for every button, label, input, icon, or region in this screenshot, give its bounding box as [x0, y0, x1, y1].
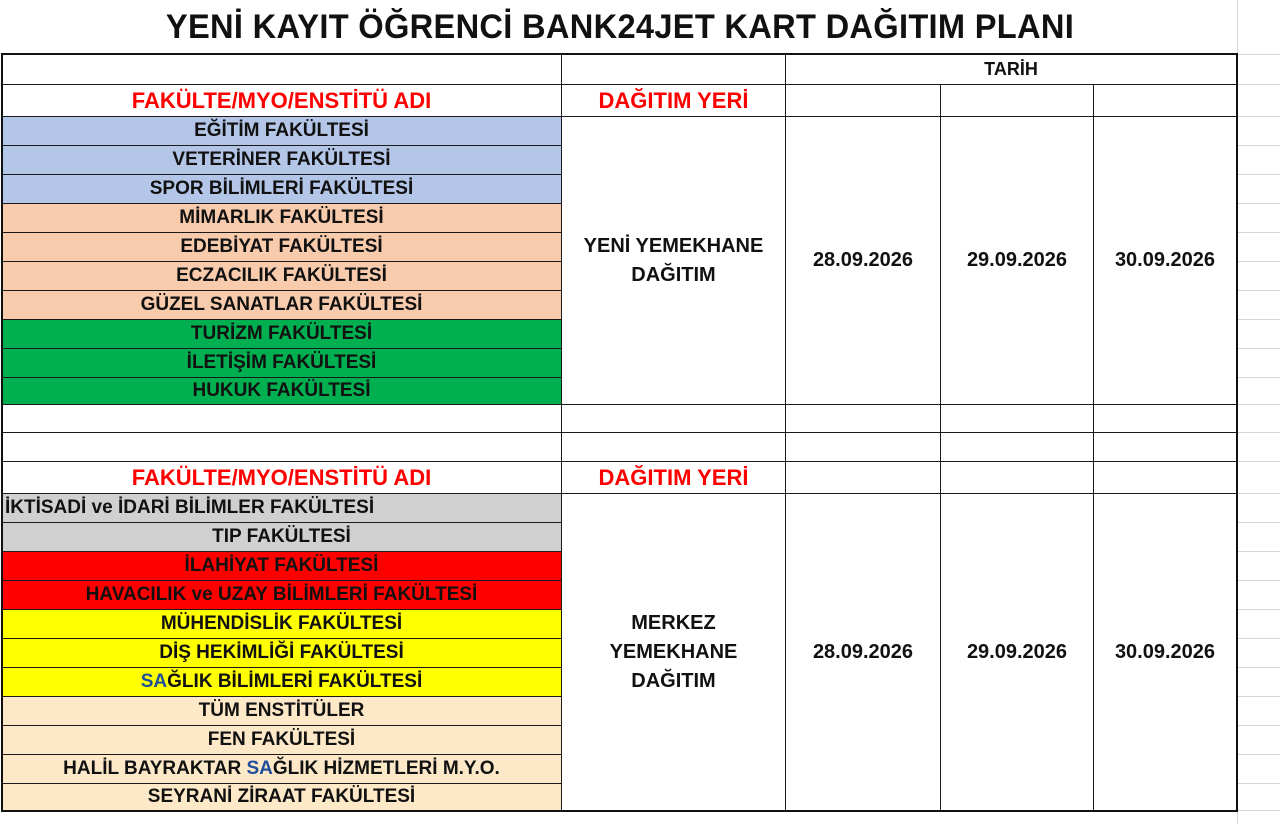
faculty-cell[interactable]: İLETİŞİM FAKÜLTESİ: [2, 349, 562, 378]
sheet-gridline: [1237, 145, 1280, 146]
empty-cell[interactable]: [786, 433, 941, 462]
empty-cell[interactable]: [1094, 462, 1237, 494]
faculty-cell[interactable]: [2, 755, 562, 784]
sheet-gridline: [1237, 377, 1280, 378]
sheet-gridline: [1237, 609, 1280, 610]
faculty-cell[interactable]: MÜHENDİSLİK FAKÜLTESİ: [2, 610, 562, 639]
faculty-name-prefix: SA: [246, 758, 273, 779]
empty-cell[interactable]: [786, 462, 941, 494]
faculty-cell[interactable]: HUKUK FAKÜLTESİ: [2, 378, 562, 405]
empty-cell[interactable]: [2, 54, 562, 85]
faculty-cell[interactable]: İKTİSADİ ve İDARİ BİLİMLER FAKÜLTESİ: [2, 494, 562, 523]
faculty-column-header[interactable]: FAKÜLTE/MYO/ENSTİTÜ ADI: [2, 85, 562, 117]
sheet-gridline: [1237, 493, 1280, 494]
sheet-gridline: [1237, 84, 1280, 85]
faculty-cell[interactable]: İLAHİYAT FAKÜLTESİ: [2, 552, 562, 581]
empty-cell[interactable]: [786, 405, 941, 433]
distribution-location-cell[interactable]: [562, 494, 786, 811]
empty-cell[interactable]: [1094, 85, 1237, 117]
faculty-name-start: HALİL BAYRAKTAR: [63, 758, 247, 779]
empty-cell[interactable]: [562, 405, 786, 433]
faculty-cell[interactable]: SPOR BİLİMLERİ FAKÜLTESİ: [2, 175, 562, 204]
date-cell[interactable]: 28.09.2026: [786, 117, 941, 405]
sheet-gridline: [1237, 232, 1280, 233]
empty-cell[interactable]: [786, 85, 941, 117]
empty-cell[interactable]: [562, 433, 786, 462]
sheet-gridline: [1237, 290, 1280, 291]
sheet-gridline: [1237, 54, 1280, 55]
faculty-cell[interactable]: TIP FAKÜLTESİ: [2, 523, 562, 552]
sheet-gridline: [1237, 174, 1280, 175]
faculty-cell[interactable]: FEN FAKÜLTESİ: [2, 726, 562, 755]
sheet-gridline: [1237, 404, 1280, 405]
sheet-gridline: [1237, 551, 1280, 552]
location-column-header[interactable]: DAĞITIM YERİ: [562, 85, 786, 117]
empty-cell[interactable]: [1094, 433, 1237, 462]
empty-cell[interactable]: [941, 405, 1094, 433]
empty-cell[interactable]: [941, 433, 1094, 462]
faculty-name-rest: ĞLIK HİZMETLERİ M.Y.O.: [272, 758, 500, 779]
empty-cell[interactable]: [941, 85, 1094, 117]
distribution-location-cell[interactable]: [562, 117, 786, 405]
sheet-gridline: [1237, 810, 1280, 811]
faculty-name-prefix: SA: [140, 671, 168, 692]
sheet-gridline: [1237, 203, 1280, 204]
empty-cell[interactable]: [2, 433, 562, 462]
sheet-gridline: [1237, 348, 1280, 349]
date-cell[interactable]: 30.09.2026: [1094, 117, 1237, 405]
location-line: MERKEZ: [631, 611, 716, 634]
faculty-cell[interactable]: ECZACILIK FAKÜLTESİ: [2, 262, 562, 291]
faculty-cell[interactable]: EĞİTİM FAKÜLTESİ: [2, 117, 562, 146]
sheet-gridline: [1237, 696, 1280, 697]
sheet-gridline: [1237, 432, 1280, 433]
location-line: DAĞITIM: [631, 263, 716, 286]
sheet-gridline: [1237, 783, 1280, 784]
sheet-gridline: [1237, 522, 1280, 523]
sheet-gridline: [1237, 461, 1280, 462]
empty-cell[interactable]: [2, 405, 562, 433]
faculty-cell[interactable]: GÜZEL SANATLAR FAKÜLTESİ: [2, 291, 562, 320]
faculty-cell[interactable]: MİMARLIK FAKÜLTESİ: [2, 204, 562, 233]
faculty-cell[interactable]: [2, 668, 562, 697]
sheet-gridline: [1237, 116, 1280, 117]
sheet-gridline: [1237, 0, 1238, 824]
faculty-cell[interactable]: HAVACILIK ve UZAY BİLİMLERİ FAKÜLTESİ: [2, 581, 562, 610]
empty-cell[interactable]: [562, 54, 786, 85]
sheet-gridline: [1237, 754, 1280, 755]
empty-cell[interactable]: [941, 462, 1094, 494]
location-column-header[interactable]: DAĞITIM YERİ: [562, 462, 786, 494]
faculty-cell[interactable]: TÜM ENSTİTÜLER: [2, 697, 562, 726]
location-line: DAĞITIM: [631, 669, 716, 692]
sheet-gridline: [1237, 638, 1280, 639]
faculty-cell[interactable]: SEYRANİ ZİRAAT FAKÜLTESİ: [2, 784, 562, 811]
sheet-gridline: [1237, 261, 1280, 262]
tarih-header[interactable]: TARİH: [786, 54, 1237, 85]
sheet-gridline: [1237, 667, 1280, 668]
page-title: YENİ KAYIT ÖĞRENCİ BANK24JET KART DAĞITIM PLANI: [165, 7, 1075, 46]
date-cell[interactable]: 29.09.2026: [941, 494, 1094, 811]
faculty-name-rest: ĞLIK BİLİMLERİ FAKÜLTESİ: [167, 671, 423, 692]
faculty-cell[interactable]: TURİZM FAKÜLTESİ: [2, 320, 562, 349]
date-cell[interactable]: 28.09.2026: [786, 494, 941, 811]
sheet-gridline: [1237, 580, 1280, 581]
faculty-cell[interactable]: VETERİNER FAKÜLTESİ: [2, 146, 562, 175]
sheet-gridline: [1237, 725, 1280, 726]
sheet-gridline: [1237, 319, 1280, 320]
location-line: YEMEKHANE: [609, 640, 738, 663]
faculty-cell[interactable]: DİŞ HEKİMLİĞİ FAKÜLTESİ: [2, 639, 562, 668]
date-cell[interactable]: 30.09.2026: [1094, 494, 1237, 811]
faculty-column-header[interactable]: FAKÜLTE/MYO/ENSTİTÜ ADI: [2, 462, 562, 494]
faculty-cell[interactable]: EDEBİYAT FAKÜLTESİ: [2, 233, 562, 262]
location-line: YENİ YEMEKHANE: [583, 234, 764, 257]
date-cell[interactable]: 29.09.2026: [941, 117, 1094, 405]
empty-cell[interactable]: [1094, 405, 1237, 433]
